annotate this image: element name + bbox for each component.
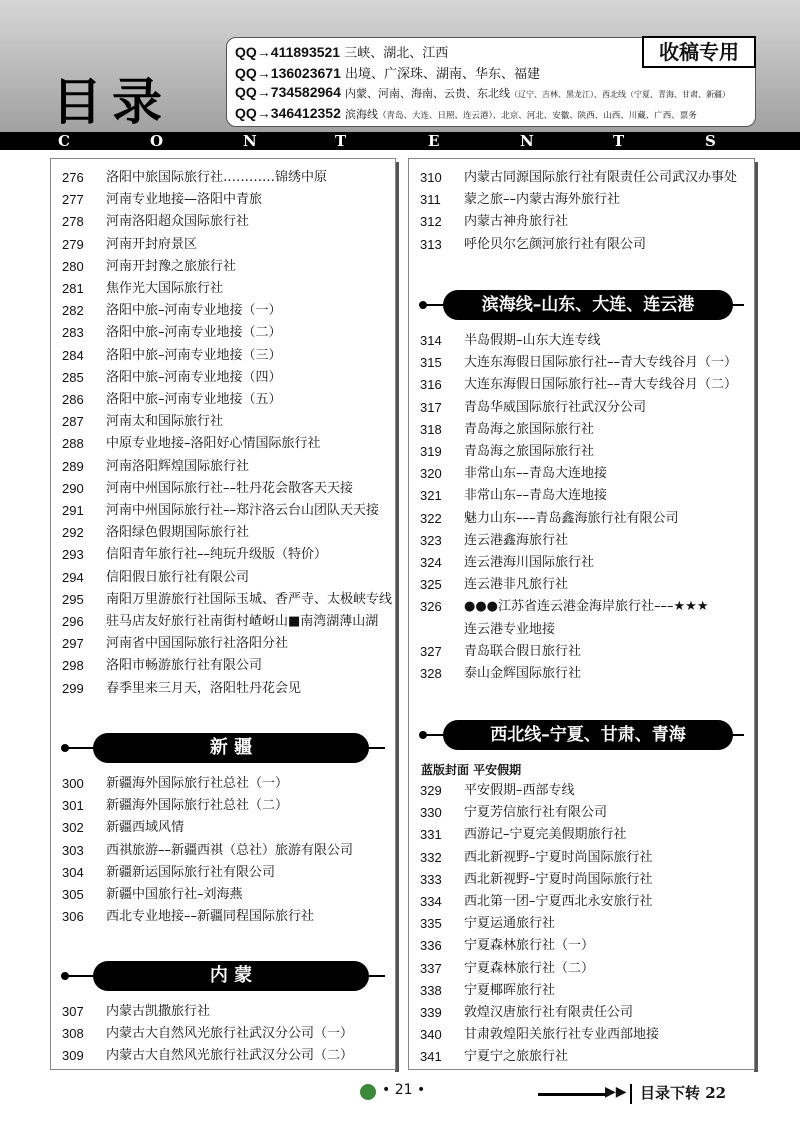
item-page-number: 315 <box>420 355 442 371</box>
qq-regions: 出境、广深珠、湖南、华东、福建 <box>345 67 541 82</box>
item-page-number: 329 <box>420 783 442 798</box>
item-title: 连云港鑫海旅行社 <box>464 532 569 548</box>
section-title: 内 蒙 <box>93 961 369 991</box>
item-title: 大连东海假日国际旅行社––青大专线谷月（一） <box>464 355 738 371</box>
footer-divider <box>630 1084 632 1104</box>
item-page-number: 314 <box>420 333 442 348</box>
qq-regions: 三峡、湖北、江西 <box>344 46 449 61</box>
item-title: 平安假期–西部专线 <box>464 783 575 798</box>
item-title: 宁夏椰晖旅行社 <box>464 982 556 998</box>
section-header-binhai <box>419 290 744 320</box>
item-page-number: 339 <box>420 1005 442 1020</box>
qq-row <box>235 63 540 83</box>
item-page-number: 311 <box>420 192 441 208</box>
qq-number: QQ→346412352 <box>235 105 341 121</box>
item-title: 内蒙古大自然风光旅行社武汉分公司（二） <box>106 1048 354 1064</box>
continued-link[interactable]: 目录下转 22 <box>640 1084 727 1102</box>
item-title: 西北新视野–宁夏时尚国际旅行社 <box>464 849 653 865</box>
qq-number: QQ→136023671 <box>235 65 341 81</box>
qq-number: QQ→734582964 <box>235 84 341 100</box>
item-title: 半岛假期–山东大连专线 <box>464 333 601 348</box>
item-page-number: 340 <box>420 1027 442 1043</box>
contents-letter: N <box>520 132 534 150</box>
item-title: 非常山东––青岛大连地接 <box>464 488 608 504</box>
item-title: 河南中州国际旅行社––牡丹花会散客天天接 <box>106 480 354 496</box>
item-page-number: 287 <box>62 414 84 430</box>
item-page-number: 308 <box>62 1026 84 1042</box>
item-page-number: 284 <box>62 347 84 363</box>
item-title: 青岛海之旅国际旅行社 <box>464 444 595 459</box>
item-page-number: 304 <box>62 864 84 880</box>
contents-letter: T <box>335 132 347 150</box>
item-title: 南阳万里游旅行社国际玉城、香严寺、太极峡专线 <box>106 591 393 607</box>
section-subtitle: 蓝版封面 平安假期 <box>421 763 522 777</box>
item-page-number: 331 <box>420 827 442 843</box>
item-page-number: 316 <box>420 377 442 393</box>
item-title: 呼伦贝尔乞颜河旅行社有限公司 <box>464 236 647 252</box>
item-title: 洛阳市畅游旅行社有限公司 <box>106 658 263 674</box>
item-title: 驻马店友好旅行社南街村嵖岈山■南湾湖薄山湖 <box>106 614 379 629</box>
contents-letter: O <box>150 132 164 150</box>
item-page-number: 294 <box>62 569 84 585</box>
item-title: 非常山东––青岛大连地接 <box>464 466 608 482</box>
item-page-number: 278 <box>62 214 84 230</box>
item-title: 青岛海之旅国际旅行社 <box>464 421 595 437</box>
item-title: 西游记–宁夏完美假期旅行社 <box>464 827 627 843</box>
qq-row <box>235 105 697 125</box>
item-title: 洛阳中旅–河南专业地接（三） <box>106 347 282 363</box>
item-title: 连云港非凡旅行社 <box>464 577 569 593</box>
item-title: 洛阳中旅–河南专业地接（二） <box>106 325 282 341</box>
item-page-number: 301 <box>62 798 84 814</box>
item-title: 宁夏运通旅行社 <box>464 916 556 932</box>
item-page-number: 305 <box>62 887 84 902</box>
item-title: 连云港专业地接 <box>464 621 556 637</box>
item-title: 洛阳中旅–河南专业地接（一） <box>106 303 282 319</box>
qq-regions-extra: （青岛、大连、日照、连云港）、北京、河北、安徽、陕西、山西、川藏、广西、票务 <box>378 111 697 121</box>
contents-banner <box>0 132 800 150</box>
item-title: 西北新视野–宁夏时尚国际旅行社 <box>464 871 653 887</box>
item-title: 大连东海假日国际旅行社––青大专线谷月（二） <box>464 377 738 393</box>
item-title: 宁夏宁之旅旅行社 <box>464 1049 569 1065</box>
item-title: 蒙之旅––内蒙古海外旅行社 <box>464 192 621 208</box>
qq-regions: 滨海线 <box>345 108 378 121</box>
next-arrow-icon: ▶▶ <box>605 1084 627 1100</box>
item-page-number: 337 <box>420 960 442 976</box>
left-column <box>50 158 396 1070</box>
submission-stamp: 收稿专用 <box>642 36 756 68</box>
item-page-number: 309 <box>62 1048 84 1064</box>
item-page-number: 277 <box>62 192 84 208</box>
item-title: 新疆海外国际旅行社总社（二） <box>106 798 289 814</box>
item-title: 河南中州国际旅行社––郑汴洛云台山团队天天接 <box>106 503 380 518</box>
item-title: 洛阳中旅–河南专业地接（五） <box>106 392 282 407</box>
item-title: 西北第一团–宁夏西北永安旅行社 <box>464 894 653 909</box>
qq-row <box>235 42 448 62</box>
section-header-neimeng <box>61 961 385 991</box>
contents-letter: E <box>428 132 440 150</box>
item-title: 青岛华威国际旅行社武汉分公司 <box>464 399 647 415</box>
item-title: ●●●江苏省连云港金海岸旅行社–––★★★ <box>464 599 709 615</box>
item-title: 新疆中国旅行社–刘海燕 <box>106 887 243 902</box>
item-page-number: 281 <box>62 281 84 296</box>
item-page-number: 292 <box>62 525 84 541</box>
item-title: 宁夏森林旅行社（二） <box>464 960 595 976</box>
contents-letter: C <box>58 132 70 150</box>
item-page-number: 327 <box>420 643 442 659</box>
item-page-number: 283 <box>62 325 84 341</box>
qq-regions-extra: （辽宁、吉林、黑龙江）、西北线（宁夏、青海、甘肃、新疆） <box>510 90 730 99</box>
item-title: 西北专业地接––新疆同程国际旅行社 <box>106 909 315 925</box>
header-banner <box>0 0 800 150</box>
item-title: 河南开封豫之旅旅行社 <box>106 258 237 274</box>
section-header-xibei <box>419 720 744 750</box>
item-page-number: 288 <box>62 436 84 452</box>
section-title: 滨海线–山东、大连、连云港 <box>443 290 733 320</box>
item-page-number: 300 <box>62 776 84 791</box>
item-title: 河南开封府景区 <box>106 236 198 252</box>
item-title: 宁夏芳信旅行社有限公司 <box>464 805 608 821</box>
item-title: 魅力山东–––青岛鑫海旅行社有限公司 <box>464 510 679 526</box>
item-page-number: 291 <box>62 503 84 518</box>
item-title: 甘肃敦煌阳关旅行社专业西部地接 <box>464 1027 660 1043</box>
item-title: 新疆海外国际旅行社总社（一） <box>106 776 289 791</box>
item-page-number: 296 <box>62 614 84 629</box>
item-title: 信阳青年旅行社––纯玩升级版（特价） <box>106 547 328 563</box>
item-page-number: 298 <box>62 658 84 674</box>
item-page-number: 336 <box>420 938 442 954</box>
page-title: 目录 <box>52 73 172 131</box>
item-title: 洛阳中旅–河南专业地接（四） <box>106 369 282 385</box>
item-page-number: 328 <box>420 666 442 681</box>
item-page-number: 282 <box>62 303 84 319</box>
item-title: 内蒙古凯撒旅行社 <box>106 1004 211 1019</box>
right-column <box>408 158 755 1070</box>
item-page-number: 326 <box>420 599 442 615</box>
item-page-number: 341 <box>420 1049 442 1065</box>
item-page-number: 334 <box>420 894 442 909</box>
item-title: 宁夏森林旅行社（一） <box>464 938 595 954</box>
item-page-number: 325 <box>420 577 442 593</box>
item-title: 春季里来三月天，洛阳牡丹花会见 <box>106 680 302 696</box>
item-title: 西祺旅游––新疆西祺（总社）旅游有限公司 <box>106 842 354 858</box>
item-page-number: 323 <box>420 532 442 548</box>
item-title: 敦煌汉唐旅行社有限责任公司 <box>464 1005 634 1020</box>
item-page-number: 285 <box>62 369 84 385</box>
item-title: 青岛联合假日旅行社 <box>464 643 582 659</box>
item-page-number: 324 <box>420 555 442 570</box>
item-page-number: 306 <box>62 909 84 925</box>
item-page-number: 338 <box>420 982 442 998</box>
item-page-number: 293 <box>62 547 84 563</box>
item-title: 洛阳中旅国际旅行社…………锦绣中原 <box>106 170 328 185</box>
item-title: 内蒙古神舟旅行社 <box>464 214 569 230</box>
item-page-number: 320 <box>420 466 442 482</box>
item-page-number: 317 <box>420 399 442 415</box>
item-title: 连云港海川国际旅行社 <box>464 555 595 570</box>
item-page-number: 286 <box>62 392 84 407</box>
section-header-xinjiang <box>61 733 385 763</box>
item-page-number: 295 <box>62 591 84 607</box>
item-title: 河南太和国际旅行社 <box>106 414 224 430</box>
item-page-number: 319 <box>420 444 442 459</box>
item-page-number: 322 <box>420 510 442 526</box>
item-title: 河南洛阳辉煌国际旅行社 <box>106 458 250 474</box>
item-page-number: 302 <box>62 820 84 836</box>
item-page-number: 307 <box>62 1004 84 1019</box>
item-page-number: 297 <box>62 636 84 652</box>
item-page-number: 335 <box>420 916 442 932</box>
item-page-number: 310 <box>420 170 442 185</box>
item-title: 内蒙古同源国际旅行社有限责任公司武汉办事处 <box>464 170 738 185</box>
item-title: 河南洛阳超众国际旅行社 <box>106 214 250 230</box>
item-page-number: 312 <box>420 214 442 230</box>
footer <box>0 1082 800 1112</box>
section-title: 新 疆 <box>93 733 369 763</box>
item-title: 泰山金辉国际旅行社 <box>464 666 582 681</box>
item-page-number: 332 <box>420 849 442 865</box>
item-page-number: 303 <box>62 842 84 858</box>
item-page-number: 276 <box>62 170 84 185</box>
item-title: 洛阳绿色假期国际旅行社 <box>106 525 250 541</box>
item-title: 新疆西域风情 <box>106 820 185 836</box>
item-title: 焦作光大国际旅行社 <box>106 281 224 296</box>
item-page-number: 333 <box>420 871 442 887</box>
contents-letter: S <box>705 132 716 150</box>
item-title: 内蒙古大自然风光旅行社武汉分公司（一） <box>106 1026 354 1042</box>
page-number: • 21 • <box>382 1082 426 1098</box>
item-title: 新疆新运国际旅行社有限公司 <box>106 864 276 880</box>
qq-number: QQ→411893521 <box>235 44 341 60</box>
item-title: 信阳假日旅行社有限公司 <box>106 569 250 585</box>
item-page-number: 289 <box>62 458 84 474</box>
qq-regions: 内蒙、河南、海南、云贵、东北线 <box>345 87 510 100</box>
item-page-number: 290 <box>62 480 84 496</box>
item-page-number: 330 <box>420 805 442 821</box>
contents-letter: T <box>613 132 625 150</box>
item-page-number: 299 <box>62 680 84 696</box>
next-arrow-line <box>538 1093 608 1096</box>
publisher-logo <box>360 1084 376 1100</box>
item-page-number: 321 <box>420 488 442 504</box>
item-page-number: 318 <box>420 421 442 437</box>
item-title: 河南省中国国际旅行社洛阳分社 <box>106 636 289 652</box>
item-title: 中原专业地接–洛阳好心情国际旅行社 <box>106 436 321 452</box>
item-page-number: 280 <box>62 258 84 274</box>
section-title: 西北线–宁夏、甘肃、青海 <box>443 720 733 750</box>
item-page-number: 313 <box>420 236 442 252</box>
contents-letter: N <box>243 132 257 150</box>
qq-row <box>235 84 730 104</box>
item-title: 河南专业地接—洛阳中青旅 <box>106 192 263 208</box>
item-page-number: 279 <box>62 236 84 252</box>
